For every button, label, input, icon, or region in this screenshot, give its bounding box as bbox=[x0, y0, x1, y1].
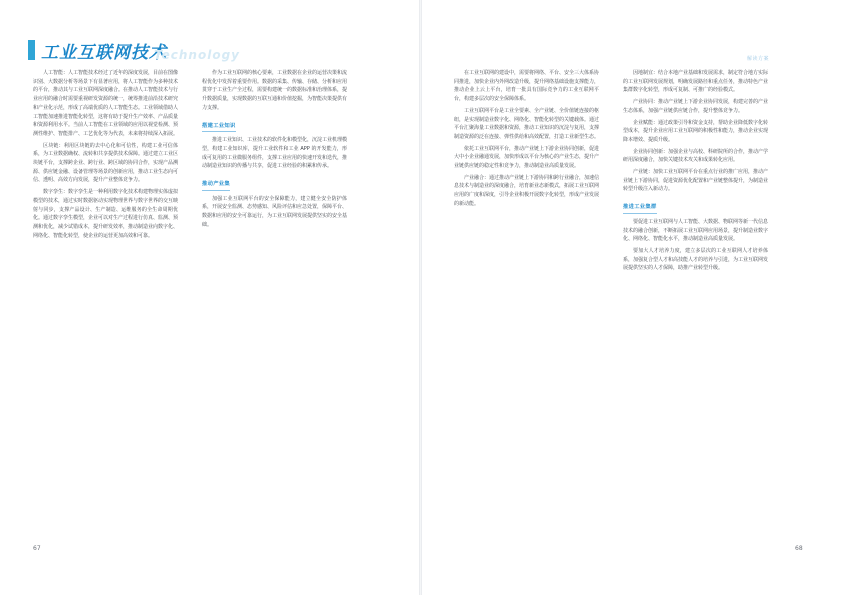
paragraph: 区块链：利用区块链的去中心化和可信性，构建工业可信体系，为工业数据确权、流转和共享提供技术保障。通过建立工业区块链平台，支撑跨企业、跨行业、跨区域的协同合作，实现产品溯源、供应链金融、设备管理等场景的创新应用，推动工业生态向可信、透明、高效方向发展，提升产业整体竞争力。 bbox=[33, 142, 179, 184]
paragraph: 企业协同创新：加强企业与高校、科研院所的合作，推动产学研用深度融合，加快关键技术攻关和成果转化应用。 bbox=[623, 148, 769, 164]
paragraph: 加强工业互联网平台的安全保障能力，建立健全安全防护体系，开展安全监测、态势感知、风险评估和应急处置，保障平台、数据和应用的安全可靠运行，为工业互联网发展提供坚实的安全基础。 bbox=[202, 195, 348, 228]
paragraph: 企业赋能：通过政策引导和资金支持，帮助企业降低数字化转型成本，提升企业应用工业互联网的积极性和能力，推动企业实现降本增效、提质升级。 bbox=[623, 119, 769, 143]
subheading: 推动产业集 bbox=[202, 180, 230, 191]
column-c bbox=[454, 69, 599, 212]
paragraph: 作为工业互联网的核心要素，工业数据在企业的运营决策和流程优化中发挥着重要作用。数据的采集、传输、存储、分析和应用贯穿于工业生产全过程，需要构建统一的数据标准和治理体系，提升数据质量，实现数据的互联互通和价值挖掘，为智能决策提供有力支撑。 bbox=[202, 70, 348, 111]
paragraph: 依托工业互联网平台，推动产业链上下游企业协同创新，促进大中小企业融通发展，加快形成以平台为核心的产业生态，提升产业链供应链的稳定性和竞争力，推动制造业高质量发展。 bbox=[454, 145, 600, 170]
paragraph: 要促进工业互联网与人工智能、大数据、物联网等新一代信息技术的融合创新，不断拓展工业互联网应用场景，提升制造业数字化、网络化、智能化水平，推动制造业高质量发展。 bbox=[623, 218, 769, 243]
page-number-right: 68 bbox=[795, 545, 803, 552]
paragraph: 在工业互联网的建设中，需要将网络、平台、安全三大体系协同推进，加快企业内外网改造升级，提升网络基础设施支撑能力，推动企业上云上平台，培育一批具有国际竞争力的工业互联网平台，构建多层次的安全保障体系。 bbox=[454, 70, 600, 103]
paragraph: 要加大人才培养力度，建立多层次的工业互联网人才培养体系，加强复合型人才和高技能人才的培养与引进，为工业互联网发展提供坚实的人才保障，助推产业转型升级。 bbox=[623, 247, 769, 272]
page-gutter bbox=[419, 0, 422, 595]
section-title: 工业互联网技术 bbox=[41, 43, 167, 63]
paragraph: 推进工业知识、工业技术的软件化和模型化，沉淀工业机理模型，构建工业知识库，提升工业软件和工业 APP 的开发能力，形成可复用的工业微服务组件，支撑工业应用的快速开发和迭代，推动制造业知识的传播与共享，促进工业经验的积累和传承。 bbox=[202, 137, 348, 170]
paragraph: 产业协同：推动产业链上下游企业协同发展，构建完善的产业生态体系，加强产业链供应链合作，提升整体竞争力。 bbox=[623, 99, 769, 114]
paragraph: 因地制宜：结合本地产业基础和发展需求，制定符合地方实际的工业互联网发展规划，明确发展路径和重点任务，推动特色产业集群数字化转型，形成可复制、可推广的经验模式。 bbox=[623, 70, 769, 94]
column-d bbox=[623, 69, 768, 276]
title-accent-bar bbox=[28, 40, 35, 60]
subheading: 搭建工业知识 bbox=[202, 122, 236, 133]
paragraph: 产业融合：通过推动产业链上下游协同和跨行业融合，加速信息技术与制造业的深度融合，培育新业态新模式，拓展工业互联网应用的广度和深度，引导企业积极开展数字化转型，形成产业发展的新动能。 bbox=[454, 174, 600, 207]
page-number-left: 67 bbox=[33, 545, 41, 552]
column-a bbox=[33, 69, 178, 243]
section-mark: 解读方案 bbox=[747, 56, 770, 62]
section-title-watermark: Technology bbox=[154, 48, 240, 62]
paragraph: 产业链：加快工业互联网平台在重点行业的推广应用，推动产业链上下游协同，促进资源优化配置和产业链整体提升，为制造业转型升级注入新动力。 bbox=[623, 169, 769, 193]
subheading: 推进工业集群 bbox=[623, 203, 657, 214]
paragraph: 人工智能：人工智能技术经过了近年的深度发展，目前在图像识别、大数据分析等场景下有显著应用，将人工智能作为多种技术的平台，推动其与工业互联网深度融合。在推动人工智能技术与行业应用的融合时需要重视研发资源的统一，统筹推进前沿技术研究和产业化示范，形成了高端优质的人工智能生态。工业领域借助人工智能加速推进智能化转型，这将有助于提升生产效率、产品质量和资源利用水平。当前人工智能在工业领域的应用以视觉检测、预测性维护、智能排产、工艺优化等为代表，未来将持续深入拓展。 bbox=[33, 70, 179, 137]
column-b bbox=[202, 69, 347, 233]
paragraph: 数字孪生：数字孪生是一种利用数字化技术构建物理实体虚拟模型的技术，通过实时数据驱动实现物理世界与数字世界的交互映射与同步，支撑产品设计、生产制造、运维服务的全生命周期优化。通过数字孪生模型，企业可以对生产过程进行仿真、监测、预测和优化，减少试错成本，提升研发效率，推动制造业向数字化、网络化、智能化转型，使企业的运营更加高效和可靠。 bbox=[33, 189, 179, 239]
paragraph: 工业互联网平台是工业全要素、全产业链、全价值链连接的枢纽，是实现制造业数字化、网络化、智能化转型的关键载体。通过平台汇聚海量工业数据和资源，推动工业知识的沉淀与复用，支撑制造资源的泛在连接、弹性供给和高效配置，打造工业新型生态。 bbox=[454, 107, 600, 140]
